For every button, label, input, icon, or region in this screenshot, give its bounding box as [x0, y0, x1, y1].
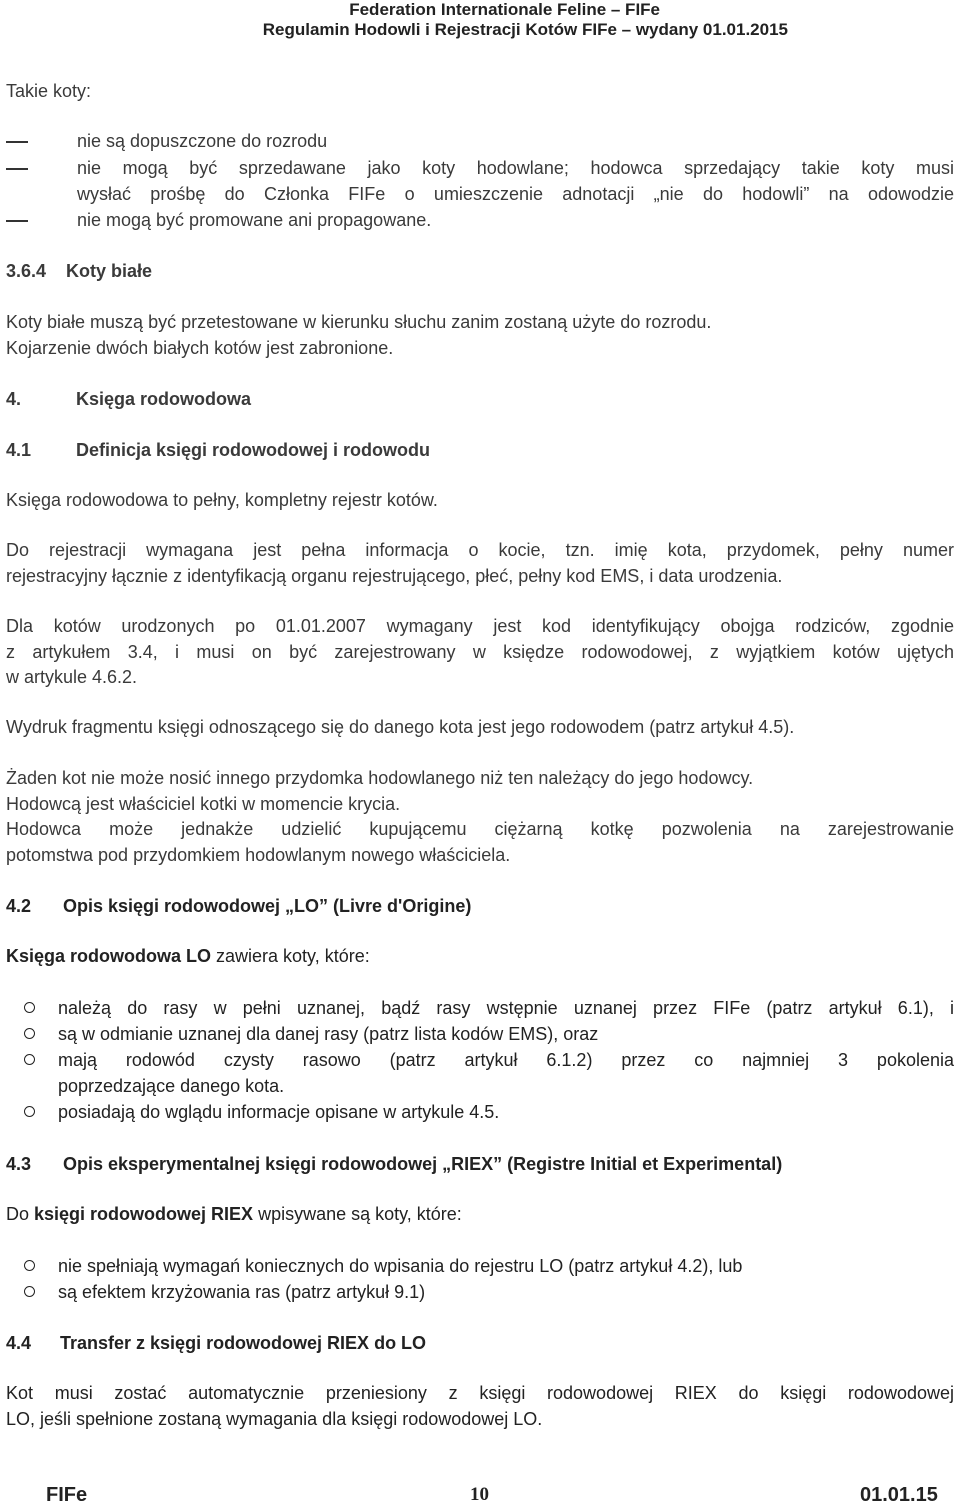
paragraph-line: LO, jeśli spełnione zostaną wymagania dla księgi rodowodowej LO.: [6, 1409, 543, 1429]
page-number: 10: [470, 1484, 489, 1505]
lead-bold: Księga rodowodowa LO: [6, 946, 212, 966]
paragraph: Żaden kot nie może nosić innego przydomka hodowlanego niż ten należący do jego hodowcy.: [6, 768, 754, 788]
dash-item: nie mogą być sprzedawane jako koty hodowlane; hodowca sprzedający takie koty musi: [77, 158, 954, 178]
section-title: Księga rodowodowa: [76, 389, 252, 409]
bullet-item-continuation: poprzedzające danego kota.: [58, 1076, 285, 1096]
paragraph-line: Hodowcą jest właściciel kotki w momencie krycia.: [6, 794, 401, 814]
lead-bold: księgi rodowodowej RIEX: [34, 1204, 254, 1224]
section-heading-4-4: [6, 1330, 426, 1356]
section-title: Transfer z księgi rodowodowej RIEX do LO: [60, 1333, 427, 1353]
paragraph-line: rejestracyjny łącznie z identyfikacją organu rejestrującego, płeć, pełny kod EMS, i data urodzenia.: [6, 566, 783, 586]
dash-marker: [6, 141, 28, 143]
section-heading-4-2: [6, 893, 471, 919]
section-number: 4.: [6, 389, 22, 409]
lead-text: Do: [6, 1204, 35, 1224]
dash-item: nie mogą być promowane ani propagowane.: [77, 210, 432, 230]
section-title: Koty białe: [66, 261, 153, 281]
section-number: 4.1: [6, 440, 32, 460]
bullet-marker: [24, 1106, 35, 1117]
section-heading-4: [6, 386, 251, 412]
section-number: 4.4: [6, 1333, 32, 1353]
section-title: Opis eksperymentalnej księgi rodowodowej „RIEX” (Registre Initial et Experimental): [63, 1154, 783, 1174]
paragraph-line: w artykule 4.6.2.: [6, 667, 138, 687]
header-subtitle: Regulamin Hodowli i Rejestracji Kotów FIFe – wydany 01.01.2015: [262, 20, 788, 39]
bullet-marker: [24, 1054, 35, 1065]
bullet-marker: [24, 1002, 35, 1013]
paragraph: Wydruk fragmentu księgi odnoszącego się do danego kota jest jego rodowodem (patrz artykuł 4.5).: [6, 717, 795, 737]
bullet-marker: [24, 1028, 35, 1039]
paragraph: Księga rodowodowa to pełny, kompletny rejestr kotów.: [6, 490, 438, 510]
paragraph: Do rejestracji wymagana jest pełna informacja o kocie, tzn. imię kota, przydomek, pełny numer: [6, 540, 954, 560]
bullet-item: posiadają do wglądu informacje opisane w artykule 4.5.: [58, 1102, 500, 1122]
footer-left: FIFe: [46, 1484, 88, 1506]
section-lead: [6, 1201, 462, 1227]
section-title: Definicja księgi rodowodowej i rodowodu: [76, 440, 431, 460]
section-lead: [6, 943, 370, 969]
bullet-item: są efektem krzyżowania ras (patrz artykuł 9.1): [58, 1282, 426, 1302]
section-heading-3-6-4: [6, 258, 152, 284]
bullet-marker: [24, 1260, 35, 1271]
section-heading-4-3: [6, 1151, 782, 1177]
intro-text: Takie koty:: [6, 81, 92, 101]
paragraph: Hodowca może jednakże udzielić kupującemu ciężarną kotkę pozwolenia na zarejestrowanie: [6, 819, 954, 839]
bullet-item: nie spełniają wymagań koniecznych do wpisania do rejestru LO (patrz artykuł 4.2), lub: [58, 1256, 743, 1276]
lead-text: zawiera koty, które:: [211, 946, 370, 966]
paragraph: Dla kotów urodzonych po 01.01.2007 wymagany jest kod identyfikujący obojga rodziców, zgodnie: [6, 616, 954, 636]
section-number: 3.6.4: [6, 261, 47, 281]
paragraph: Kot musi zostać automatycznie przeniesiony z księgi rodowodowej RIEX do księgi rodowodowej: [6, 1383, 954, 1403]
lead-text: wpisywane są koty, które:: [253, 1204, 462, 1224]
dash-item-continuation: wysłać prośbę do Członka FIFe o umieszczenie adnotacji „nie do hodowli” na odowodzie: [77, 184, 954, 204]
section-number: 4.3: [6, 1154, 32, 1174]
section-heading-4-1: [6, 437, 430, 463]
footer-date: 01.01.15: [860, 1484, 938, 1506]
section-title: Opis księgi rodowodowej „LO” (Livre d'Origine): [63, 896, 472, 916]
bullet-marker: [24, 1286, 35, 1297]
bullet-item: są w odmianie uznanej dla danej rasy (patrz lista kodów EMS), oraz: [58, 1024, 599, 1044]
paragraph-line: potomstwa pod przydomkiem hodowlanym nowego właściciela.: [6, 845, 511, 865]
dash-marker: [6, 220, 28, 222]
bullet-item: należą do rasy w pełni uznanej, bądź rasy wstępnie uznanej przez FIFe (patrz artykuł 6.1), i: [58, 998, 954, 1018]
paragraph: Koty białe muszą być przetestowane w kierunku słuchu zanim zostaną użyte do rozrodu.: [6, 312, 712, 332]
paragraph-line: z artykułem 3.4, i musi on być zarejestrowany w księdze rodowodowej, z wyjątkiem kotów ujętych: [6, 642, 954, 662]
header-title: Federation Internationale Feline – FIFe: [349, 0, 660, 19]
bullet-item: mają rodowód czysty rasowo (patrz artykuł 6.1.2) przez co najmniej 3 pokolenia: [58, 1050, 954, 1070]
dash-item: nie są dopuszczone do rozrodu: [77, 131, 328, 151]
paragraph: Kojarzenie dwóch białych kotów jest zabronione.: [6, 338, 394, 358]
section-number: 4.2: [6, 896, 32, 916]
dash-marker: [6, 168, 28, 170]
